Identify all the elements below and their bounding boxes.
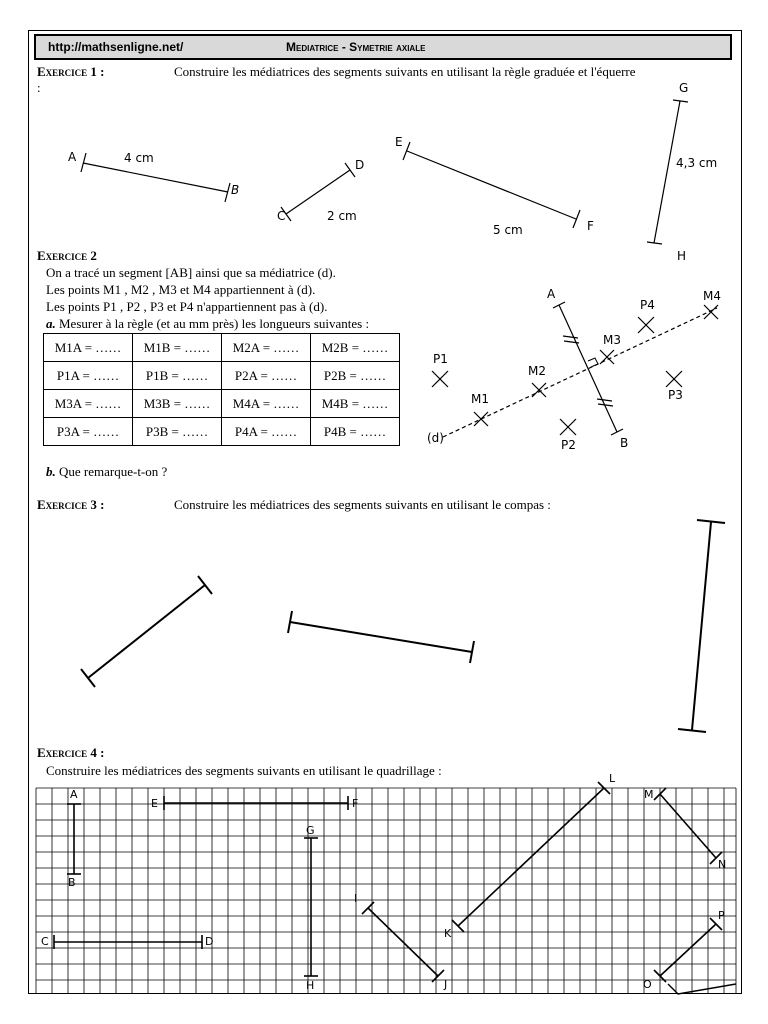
table-cell[interactable]: M3B = …… [133, 390, 222, 418]
table-cell[interactable]: M4A = …… [222, 390, 311, 418]
table-cell[interactable]: P2A = …… [222, 362, 311, 390]
fig-label-p1: P1 [433, 352, 448, 366]
ex2-qb-text: Que remarque-t-on ? [59, 464, 168, 479]
fig-label-m1: M1 [471, 392, 489, 406]
grid-label-h: H [306, 979, 315, 992]
segment-ex3-2 [290, 622, 472, 652]
segment-ef [407, 151, 576, 219]
grid-label-b: B [68, 876, 76, 889]
table-cell[interactable]: P2B = …… [311, 362, 400, 390]
fig-label-m2: M2 [528, 364, 546, 378]
fig-label-p3: P3 [668, 388, 683, 402]
ex1-title: Exercice 1 : [37, 64, 105, 79]
ex1-label-b: B [231, 183, 240, 197]
table-cell[interactable]: M1B = …… [133, 334, 222, 362]
mediatrice-d [443, 308, 717, 437]
ex2-title: Exercice 2 [37, 248, 97, 263]
ex1-label-g: G [679, 81, 689, 95]
grid-label-j: J [444, 978, 448, 991]
ex2-question-b [46, 464, 167, 480]
segment-gh [654, 101, 680, 243]
segment-ex4-ij [368, 908, 438, 976]
fig-label-d: (d) [427, 431, 444, 445]
grid-label-m: M [644, 788, 654, 801]
ex1-label-h: H [677, 249, 687, 263]
table-cell[interactable]: M1A = …… [44, 334, 133, 362]
ex1-instruction: Construire les médiatrices des segments suivants en utilisant la règle graduée et l'équerre [174, 64, 636, 79]
ex2-qb-letter: b. [46, 464, 56, 479]
ex1-label-f: F [587, 219, 594, 233]
table-cell[interactable]: P3A = …… [44, 418, 133, 446]
table-cell[interactable]: M2B = …… [311, 334, 400, 362]
ex1-label-d: D [355, 158, 365, 172]
segment-ex4-kl [458, 788, 604, 926]
ex2-line2: Les points M1 , M2 , M3 et M4 appartiennent à (d). [46, 282, 316, 297]
table-row [44, 362, 400, 390]
fig-label-p4: P4 [640, 298, 655, 312]
grid-label-o: O [643, 978, 652, 991]
header-url: http://mathsenligne.net/ [48, 40, 184, 54]
table-row [44, 418, 400, 446]
ex1-length-ef: 5 cm [493, 223, 523, 237]
ex4-instruction: Construire les médiatrices des segments suivants en utilisant le quadrillage : [46, 763, 442, 778]
grid-label-f: F [352, 797, 359, 810]
ex3-title: Exercice 3 : [37, 497, 105, 512]
table-cell[interactable]: P4B = …… [311, 418, 400, 446]
ex1-colon: : [37, 80, 41, 95]
ex1-length-cd: 2 cm [327, 209, 357, 223]
table-cell[interactable]: P4A = …… [222, 418, 311, 446]
segment-ex3-1 [88, 585, 205, 678]
segment-ex3-3 [692, 522, 711, 730]
grid-label-e: E [151, 797, 158, 810]
grid-label-i: I [354, 892, 358, 905]
ex3-instruction: Construire les médiatrices des segments suivants en utilisant le compas : [174, 497, 551, 512]
table-cell[interactable]: M4B = …… [311, 390, 400, 418]
ex1-label-a: A [68, 150, 77, 164]
ex2-line1: On a tracé un segment [AB] ainsi que sa médiatrice (d). [46, 265, 336, 280]
fig-label-a: A [547, 287, 556, 301]
fig-label-p2: P2 [561, 438, 576, 452]
grid-label-p: P [718, 909, 725, 922]
ex1-label-c: C [277, 209, 286, 223]
segment-ab [83, 163, 228, 192]
fig-label-b: B [620, 436, 629, 450]
grid [36, 788, 736, 994]
table-row [44, 390, 400, 418]
fig-label-m4: M4 [703, 289, 721, 303]
ex4-title: Exercice 4 : [37, 745, 105, 760]
grid-label-k: K [444, 927, 452, 940]
table-cell[interactable]: M3A = …… [44, 390, 133, 418]
grid-label-l: L [609, 772, 616, 785]
ex2-line3: Les points P1 , P2 , P3 et P4 n'appartiennent pas à (d). [46, 299, 328, 314]
grid-label-d: D [205, 935, 214, 948]
table-cell[interactable]: M2A = …… [222, 334, 311, 362]
ex1-length-ab: 4 cm [124, 151, 154, 165]
grid-label-c: C [41, 935, 49, 948]
header-title: Mediatrice - Symetrie axiale [286, 40, 426, 54]
table-cell[interactable]: P3B = …… [133, 418, 222, 446]
ex2-question-a [46, 316, 369, 332]
table-cell[interactable]: P1A = …… [44, 362, 133, 390]
grid-label-a: A [70, 788, 78, 801]
grid-label-n: N [718, 858, 727, 871]
measure-table [43, 333, 400, 446]
fig-label-m3: M3 [603, 333, 621, 347]
ex1-label-e: E [395, 135, 403, 149]
ex2-qa-text: Mesurer à la règle (et au mm près) les longueurs suivantes : [59, 316, 370, 331]
table-cell[interactable]: P1B = …… [133, 362, 222, 390]
segment-cd [286, 170, 350, 214]
table-row [44, 334, 400, 362]
ex1-length-gh: 4,3 cm [676, 156, 718, 170]
ex2-qa-letter: a. [46, 316, 56, 331]
segment-ab-ex2 [559, 305, 617, 432]
grid-label-g: G [306, 824, 315, 837]
